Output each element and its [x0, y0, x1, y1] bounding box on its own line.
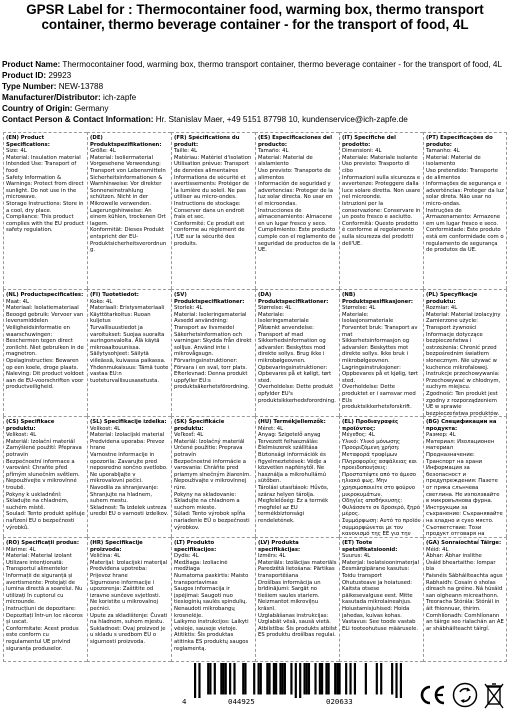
spec-cell	[339, 132, 423, 289]
spec-cell-line: Saugos informacija ir įspėjimai: Saugoti nuo tiesioginių saulės spindulių. Nenaudoti mikrobangų krosnelėje.	[174, 586, 249, 619]
spec-cell-heading: (ET) Toote spetsifikatsioonid:	[342, 540, 398, 553]
barcode-bar	[273, 663, 275, 695]
spec-cell-line: Materiał: Materiał izolacyjny	[426, 311, 501, 318]
barcode-bar	[284, 663, 286, 695]
spec-cell-line: Drošības informācija un brīdinājumi: Sargāt no tiešiem saules stariem. Neizmantot mikroviļņu krāsnī.	[258, 579, 323, 612]
spec-cell-heading: (DE) Produktspezifikationen:	[90, 135, 162, 148]
spec-cell-line: Lagringsinstruksjoner: Oppbevares på et kjølig, tørt sted.	[342, 364, 420, 384]
spec-cell-line: Información de seguridad y advertencias: Proteger de la luz solar directa. No usar en el microondas.	[258, 181, 335, 207]
spec-cell-line: Yhdenmukaisuus: Tämä tuote vastaa EU:n tuoteturvallisuusasetusta.	[90, 364, 171, 384]
spec-cell-heading: (PT) Especificações do produto:	[426, 135, 493, 148]
spec-cell-line: Pokyny k uskladnění: Skladujte na chladném, suchém místě.	[6, 491, 71, 511]
spec-cell-line: Opbevaringsinstruktioner: Opbevares på et køligt, tørt sted.	[258, 364, 333, 384]
spec-cell	[255, 537, 339, 662]
spec-cell-heading: (LT) Produkto specifikacijos:	[174, 540, 217, 553]
spec-cell-line: Úsáid bheartaithe: Iompar bia	[426, 559, 498, 573]
barcode-bar	[365, 663, 367, 695]
info-contact	[2, 114, 510, 125]
barcode-bar	[257, 663, 259, 695]
spec-cell-line: Tamanho: 4L	[426, 148, 460, 155]
barcode-bars	[194, 663, 402, 698]
spec-cell-line: Tervezett felhasználás: Élelmiszerek szállítása	[258, 438, 321, 452]
spec-cell-line: Uso pretendido: Transporte de alimentos	[426, 167, 500, 181]
spec-cell	[423, 537, 507, 662]
spec-cell-line: Инструкции за съхранение: Съхранявайте на хладно и сухо място.	[426, 504, 505, 524]
barcode-bar	[334, 663, 336, 695]
barcode-bar	[279, 663, 281, 695]
info-label: Manufacturer/Distributor:	[2, 93, 101, 103]
barcode-bar	[194, 663, 196, 698]
spec-cell-line: Utilizare intenționată: Transportul alimentelor	[6, 559, 68, 573]
spec-cell-line: Προοριζόμενη χρήση: Μεταφορά τροφίμων	[342, 445, 402, 458]
barcode	[180, 663, 416, 707]
barcode-bar	[275, 663, 277, 695]
spec-cell-line: Comhlíonadh: Comhlíonann an táirge seo rialachán an AE ar shábháilteacht táirgí.	[426, 612, 506, 632]
info-label: Product Name:	[2, 60, 61, 69]
spec-cell-line: Size: 4L	[6, 148, 27, 155]
spec-cell	[87, 289, 171, 416]
info-manufacturer	[2, 92, 510, 103]
spec-cell-line: Biztonsági információk és figyelmeztetések: Védje a közvetlen napfénytől. Ne használja a mikrohullámú sütőben.	[258, 451, 329, 485]
spec-cell-heading: (SV) Produktspecifikationer:	[174, 292, 245, 305]
spec-cell-line: Laikymo instrukcijos: Laikyti vėsioje, sausoje vietoje.	[174, 619, 251, 632]
spec-cell-line: Velikost: 4L	[6, 432, 37, 439]
barcode-bar	[380, 663, 382, 695]
spec-cell-heading: (HU) Termékjellemzők:	[258, 419, 326, 425]
barcode-bar	[321, 663, 323, 695]
spec-cell-line: Vorgesehene Verwendung: Transport von Lebensmitteln	[90, 161, 166, 174]
barcode-bar	[328, 663, 330, 695]
spec-cell-heading: (HR) Specifikacije proizvoda:	[90, 540, 143, 553]
spec-cell-line: Informații de siguranță și avertismente: Protejați de lumina directă a soarelui. Nu utilizați în cuptorul cu microunde.	[6, 572, 84, 606]
spec-cell-line: Materiale: Materiale isolante	[342, 154, 418, 161]
info-label: Country of Origin:	[2, 104, 73, 114]
spec-cell-line: Predviđena upotreba: Prijevoz hrane	[90, 566, 149, 579]
spec-cell-line: Ábhar: Ábhar inslithe	[426, 553, 482, 560]
barcode-bar	[282, 663, 284, 695]
spec-cell-line: Velikost: 4L	[90, 425, 121, 432]
spec-cell-line: Bezpečnostní informace a varování: Chraňte před přímým slunečním světlem. Nepoužívejte v mikrovlnné troubě.	[6, 458, 82, 491]
spec-cell-line: Μέγεθος: 4L	[342, 432, 375, 439]
spec-cell-line: Veľkosť: 4L	[174, 432, 204, 439]
spec-cell-line: Intended Use: Transport of food	[6, 161, 78, 174]
spec-cell-line: Utilisation prévue: Transport de denrées alimentaires	[174, 161, 251, 174]
spec-cell-line: Zgodność: Ten produkt jest zgodny z rozporządzeniem UE w sprawie bezpieczeństwa produktów.	[426, 390, 500, 416]
spec-cell-heading: (FR) Spécifications du produit:	[174, 135, 240, 148]
spec-cell	[171, 132, 255, 289]
info-label: Product ID:	[2, 71, 47, 81]
spec-cell-line: Veličina: 4L	[90, 553, 121, 560]
barcode-bar	[319, 663, 321, 695]
spec-cell-line: Materiāls: Izolācijas materiāls	[258, 559, 337, 566]
spec-cell-heading: (NB) Produktspesifikasjoner:	[342, 292, 413, 305]
spec-cell-line: Safety Information & Warnings: Protect from direct sunlight. Do not use in the microwave.	[6, 174, 86, 201]
spec-cell	[171, 537, 255, 662]
barcode-bar	[295, 663, 297, 698]
spec-cell-line: Størrelse: 4L	[258, 305, 292, 312]
barcode-bar	[345, 663, 347, 695]
barcode-bar	[306, 663, 308, 695]
barcode-bar	[395, 663, 397, 698]
barcode-bar	[209, 663, 211, 695]
barcode-bar	[290, 663, 292, 695]
spec-cell-heading: (DA) Produktspecifikationer:	[258, 292, 329, 305]
spec-cell-line: Naleving: Dit product voldoet aan de EU-voorschriften voor productveiligheid.	[6, 371, 86, 391]
page-title: GPSR Label for : Thermocontainer food, warming box, thermo transport container, thermo beverage container - for the transport of food, 4L	[26, 2, 484, 32]
spec-cell-line: Upute za skladištenje: Čuvati na hladnom, suhom mjestu.	[90, 612, 170, 626]
spec-cell-heading: (LV) Produkta specifikācijas:	[258, 540, 301, 553]
spec-cell-line: Uso previsto: Trasporto di cibo	[342, 161, 412, 174]
spec-cell	[255, 289, 339, 416]
spec-cell-line: Materiál: Izolační materiál	[6, 438, 75, 445]
spec-cell-line: Οδηγίες αποθήκευσης: Φυλάσσετε σε δροσερό, ξηρό μέρος.	[342, 498, 422, 518]
spec-cell-line: Ohutusteave ja hoiatused: Kaitsta otsese päikesevalguse eest. Mitte kasutada mikrolaineahjus.	[342, 579, 415, 606]
spec-cell-line: Numatoma paskirtis: Maisto transportavimas	[174, 572, 251, 586]
barcode-bar	[233, 663, 235, 695]
spec-cell-line: Veiligheidsinformatie en waarschuwingen: Beschermen tegen direct zonlicht. Niet gebruiken in de magnetron.	[6, 324, 86, 358]
spec-cell-line: Uso previsto: Transporte de alimentos	[258, 167, 333, 181]
spec-cell-line: Συμμόρφωση: Αυτό το προϊόν συμμορφώνεται με τον κανονισμό της ΕΕ για την	[342, 517, 421, 537]
spec-cell-heading: (PL) Specyfikacje produktu:	[426, 292, 478, 305]
barcode-bar	[400, 663, 402, 698]
spec-cell	[171, 416, 255, 537]
spec-cell-heading: (ES) Especificaciones del producto:	[258, 135, 333, 148]
spec-cell-heading: (NL) Productspecificaties:	[6, 292, 84, 298]
spec-cell-heading: (GA) Sonraíochtaí Táirge:	[426, 540, 502, 546]
spec-cell	[339, 416, 423, 537]
spec-cell-line: Materiál: Izolačný materiál	[174, 438, 245, 445]
spec-cell-line: Forventet bruk: Transport av mat	[342, 324, 420, 338]
spec-cell-line: Skladnost: Ta izdelek ustreza uredbi EU o varnosti izdelkov.	[90, 504, 169, 518]
spec-cell-line: Förvaringsinstruktioner: Förvara i en sval, torr plats.	[174, 357, 248, 371]
spec-cell-line: Rozmiar: 4L	[426, 305, 458, 312]
spec-cell-line: Beoogd gebruik: Vervoer van levensmiddelen	[6, 311, 85, 325]
spec-cell-line: Paredzētā lietošana: Pārtikas transportēšana	[258, 566, 337, 579]
spec-cell-line: Größe: 4L	[90, 148, 116, 155]
spec-cell-line: Materiale: Isolasjonsmateriale	[342, 311, 394, 325]
barcode-right-group: 020633	[326, 697, 353, 706]
spec-cell-line: Overholdelse: Dette produkt opfylder EU's produktsikkerhedsforordning.	[258, 384, 336, 404]
barcode-bar	[242, 663, 244, 695]
spec-cell-line: Sukladnost: Ovaj proizvod je u skladu s uredbom EU o sigurnosti proizvoda.	[90, 625, 168, 645]
spec-cell-line: Megfelelőség: Ez a termék megfelel az EU termékbiztonsági rendeletének.	[258, 498, 330, 524]
spec-cell-line: Sikkerhetsinformasjon og advarsler: Beskyttes mot direkte sollys. Ikke bruk i mikrobølgeovnen.	[342, 338, 411, 364]
spec-cell-line: Conformitate: Acest produs este conform cu regulamentul UE privind siguranța produselor.	[6, 625, 81, 652]
barcode-bar	[308, 663, 310, 695]
barcode-first-digit: 4	[182, 697, 187, 706]
spec-cell-line: Størrelse: 4L	[342, 305, 376, 312]
spec-cell	[339, 289, 423, 416]
barcode-bar	[325, 663, 327, 695]
spec-cell	[87, 132, 171, 289]
spec-cell-line: Cumplimiento: Este producto cumple con el reglamento de seguridad de productos de la UE.	[258, 227, 338, 254]
spec-cell-line: Dydis: 4L	[174, 553, 199, 560]
spec-cell-line: Materiaali: Eristysmateriaali	[90, 305, 165, 312]
barcode-bar	[229, 663, 231, 695]
spec-cell-line: Dimensioni: 4L	[342, 148, 382, 155]
spec-cell-heading: (FI) Tuotetiedot:	[90, 292, 139, 298]
spec-cell-line: Sikkerhedsinformation og advarsler: Beskyttes mod direkte sollys. Brug ikke i mikrobølgeovnen.	[258, 338, 328, 364]
spec-cell-line: Säilytysohjeet: Säilytä viileässä, kuivassa paikassa.	[90, 351, 166, 364]
spec-cell-line: Matériau: Matériel d'isolation	[174, 154, 252, 161]
spec-cell	[87, 416, 171, 537]
spec-cell	[3, 416, 87, 537]
spec-cell-line: Sigurnosne informacije i upozorenja: Zaštitite od izravne sunčeve svjetlosti. Ne koristite u mikrovalnoj pećnici.	[90, 579, 162, 612]
info-value: 29923	[48, 71, 72, 81]
barcode-bar	[253, 663, 255, 695]
spec-cell	[339, 537, 423, 662]
barcode-bar	[244, 663, 246, 695]
spec-cell	[423, 132, 507, 289]
spec-cell-line: Lagerungshinweise: An einem kühlen, trockenen Ort lagern.	[90, 207, 168, 227]
spec-cell	[423, 416, 507, 537]
barcode-bar	[268, 663, 270, 695]
spec-cell	[255, 416, 339, 537]
product-info	[2, 59, 510, 126]
spec-cell-line: Compliance: This product complies with the EU product safety regulation.	[6, 214, 86, 234]
spec-cell-line: Hoiustamisjuhised: Hoida jahedas, kuivas kohas.	[342, 605, 412, 619]
spec-cell-line: Eesmärgipärane kasutus: Toidu transport	[342, 566, 412, 579]
spec-cell-line: Taille: 4L	[174, 148, 198, 155]
spec-cell-line: Informations de sécurité et avertissements: Protéger de la lumière du soleil. Ne pas utiliser au micro-ondes.	[174, 174, 251, 201]
spec-cell-line: Instructions de stockage: Conserver dans un endroit frais et sec.	[174, 200, 247, 221]
barcode-bar	[214, 663, 216, 695]
spec-cell-line: Conformità: Questo prodotto è conforme al regolamento sulla sicurezza dei prodotti dell'UE.	[342, 220, 420, 247]
ce-mark-icon	[418, 684, 446, 706]
spec-cell-line: Conformité: Ce produit est conforme au règlement de l'UE sur la sécurité des produits.	[174, 220, 247, 247]
info-value: Germany	[74, 104, 109, 114]
spec-cell-line: Predvidena uporaba: Prevoz hrane	[90, 438, 167, 452]
info-product-id	[2, 70, 510, 81]
spec-cell-line: Информация за безопасност и предупреждения: Пазете от пряка слънчева светлина. Не използвайте в микровълнова фурна.	[426, 465, 502, 505]
barcode-bar	[225, 663, 227, 695]
spec-cell-line: Súlad: Tento výrobok spĺňa nariadenie EÚ o bezpečnosti výrobkov.	[174, 511, 252, 531]
spec-cell	[255, 132, 339, 289]
spec-cell-line: Instruções de Armazenamento: Armazene em um lugar fresco e seco.	[426, 207, 502, 227]
spec-cell-line: Navodila za shranjevanje: Shranjujte na hladnem, suhem mestu.	[90, 484, 161, 505]
spec-cell-line: Materjal: Isolatsioonimaterjal	[342, 559, 419, 566]
specifications-grid	[3, 132, 507, 662]
spec-cell-line: Koko: 4L	[90, 298, 113, 305]
barcode-bar	[354, 663, 356, 695]
spec-cell-line: Izmērs: 4L	[258, 553, 286, 560]
spec-cell-line: Material: Izolacijski material	[90, 432, 165, 439]
spec-cell-line: Turvallisuustiedot ja varoitukset: Suojaa suoralta auringonvalolta. Älä käytä mikroaaltouunissa.	[90, 324, 167, 351]
info-product-name	[2, 59, 510, 70]
info-value: NEW-13788	[58, 82, 104, 92]
spec-cell-line: Материал: Изолационен материал	[426, 438, 496, 452]
spec-cell-line: Zamýšlené použití: Přeprava potravin	[6, 445, 84, 458]
spec-cell-line: Méret: 4L	[258, 425, 284, 432]
spec-cell-line: Maat: 4L	[6, 298, 29, 305]
spec-cell-line: Istruzioni per la conservazione: Conservare in un posto fresco e asciutto.	[342, 200, 423, 221]
spec-cell-heading: (EL) Προδιαγραφές προϊόντος:	[342, 419, 399, 432]
spec-cell-line: Uzglabāšanas instrukcijas: Uzglabāt vēsā, sausā vietā.	[258, 612, 331, 626]
spec-cell-line: Conformidade: Este produto está em conformidade com o regulamento de segurança de produtos da UE.	[426, 227, 506, 254]
spec-cell	[171, 289, 255, 416]
spec-cell-heading: (EN) Product Specifications:	[6, 135, 50, 148]
spec-cell-line: Material: Material de aislamiento	[258, 154, 315, 168]
spec-cell-line: Informações de segurança e advertências: Proteger da luz solar direta. Não usar no micro-ondas.	[426, 181, 506, 207]
info-value: Hr. Stanislav Maer, +49 5151 87798 10, kundenservice@ich-zapfe.de	[155, 115, 408, 125]
barcode-bar	[349, 663, 351, 695]
spec-cell-line: Avsedd användning: Transport av livsmedel	[174, 318, 234, 331]
spec-cell-line: Zamierzone użycie: Transport żywności	[426, 318, 480, 331]
spec-cell-line: Materijal: Izolacijski materijal	[90, 559, 168, 566]
spec-cell-line: Instrucciones de almacenamiento: Almacene en un lugar fresco y seco.	[258, 207, 334, 227]
barcode-bar	[391, 663, 393, 695]
spec-cell	[3, 289, 87, 416]
spec-cell-line: Efterlevnad: Denna produkt uppfyller EU:s produktsäkerhetsförordning.	[174, 371, 250, 391]
spec-cell-line: Vastavus: See toode vastab ELi tooteohutuse määrusele.	[342, 619, 419, 632]
spec-cell-line: Πληροφορίες ασφάλειας και προειδοποιήσεις: Προστατέψτε από το άμεσο ηλιακό φως. Μην χρησιμοποιείτε στο φούρνο μικροκυμάτων.	[342, 458, 419, 498]
barcode-left-group: 044925	[228, 697, 255, 706]
spec-cell	[3, 537, 87, 662]
spec-cell-line: Storlek: 4L	[174, 305, 203, 312]
spec-cell	[3, 132, 87, 289]
spec-cell-line: Material: Isoliermaterial	[90, 154, 153, 161]
barcode-bar	[376, 663, 378, 695]
info-label: Type Number:	[2, 82, 57, 92]
spec-cell-line: Påtænkt anvendelse: Transport af mad	[258, 324, 316, 338]
barcode-bar	[198, 663, 200, 698]
spec-cell-heading: (IT) Specifiche del prodotto:	[342, 135, 396, 148]
spec-cell	[423, 289, 507, 416]
spec-cell-line: Material: Isoleringsmaterial	[174, 311, 247, 318]
spec-cell-heading: (RO) Specificații produs:	[6, 540, 79, 546]
barcode-bar	[299, 663, 301, 698]
spec-cell-line: Käyttötarkoitus: Ruoan kuljetus	[90, 311, 153, 325]
spec-cell-line: Material: Insulation material	[6, 154, 81, 161]
spec-cell-line: Méid: 4L	[426, 546, 449, 553]
spec-cell-line: Предназначение: Транспорт на храни	[426, 451, 483, 465]
spec-cell-line: Informacje dotyczące bezpieczeństwa i ostrzeżenia: Chronić przed bezpośrednim światłem słonecznym. Nie używać w kuchence mikrofalowej.	[426, 331, 499, 371]
spec-cell-line: Faisnéis Sábháilteachta agus Rabhaidh: Cosain ó sholas díreach na gréine. Ná húsáid san oigheann micreathonn.	[426, 572, 505, 599]
spec-cell-line: Sicherheitsinformationen & Warnhinweise: Vor direkter Sonneneinstrahlung schützen. Nicht in der Mikrowelle verwenden.	[90, 174, 165, 207]
spec-cell-line: Treoracha Stórála: Stóráil in áit fhionnuar, thirim.	[426, 599, 502, 612]
spec-cell-heading: (CS) Specifikace produktu:	[6, 419, 55, 432]
info-type-number	[2, 81, 510, 92]
waste-bin-icon	[482, 681, 506, 711]
spec-cell-line: Съответствие: Този продукт отговаря на	[426, 524, 485, 537]
spec-cell-line: Varnostne informacije in opozorila: Zavarujte pred neposredno sončno svetlobo. Ne uporabljajte v mikrovalovni pečici.	[90, 451, 170, 485]
spec-cell-line: Размер: 4L	[426, 432, 456, 439]
spec-cell-line: Atitiktis: Šis produktas atitinka ES produktų saugos reglamentą.	[174, 632, 250, 652]
barcode-bar	[314, 663, 316, 695]
spec-cell-line: Storage Instructions: Store in a cool, dry place.	[6, 200, 86, 214]
spec-cell-line: Tamaño: 4L	[258, 148, 289, 155]
spec-cell-line: Materiaal: Isolatiemateriaal	[6, 305, 79, 312]
spec-cell-heading: (BG) Спецификации на продукта:	[426, 419, 497, 432]
barcode-bar	[207, 663, 209, 695]
spec-cell-line: Určené použitie: Preprava potravín	[174, 445, 245, 458]
spec-cell-line: Material: Material de isolamento	[426, 154, 483, 168]
spec-cell-line: Overholdelse: Dette produktet er i samsvar med EUs produktsikkerhetsforskrift.	[342, 384, 418, 411]
barcode-bar	[222, 663, 224, 695]
barcode-bar	[266, 663, 268, 695]
spec-cell-line: Materiale: Isoleringsmateriale	[258, 311, 309, 325]
barcode-bar	[339, 663, 341, 695]
spec-cell-line: Atbilstība: Šis produkts atbilst ES produktu drošības regulai.	[258, 625, 339, 639]
spec-cell-line: Material: Material izolant	[6, 553, 72, 560]
spec-cell	[87, 537, 171, 662]
barcode-bar	[336, 663, 338, 695]
spec-cell-line: Opslaginstructies: Bewaren op een koele, droge plaats.	[6, 357, 81, 371]
spec-cell-line: Soulad: Tento produkt splňuje nařízení EU o bezpečnosti výrobků.	[6, 511, 87, 531]
info-value: Thermocontainer food, warming box, thermo transport container, thermo beverage container - for the transport of food, 4L	[62, 60, 503, 69]
spec-cell-line: Instrukcje przechowywania: Przechowywać w chłodnym, suchym miejscu.	[426, 371, 502, 391]
info-label: Contact Person & Contact Information:	[2, 115, 154, 125]
barcode-bar	[260, 663, 262, 695]
spec-cell-line: Tárolási utasítások: Hűvös, száraz helyen tárolja.	[258, 484, 331, 498]
spec-cell-line: Medžiaga: Izoliacinė medžiaga	[174, 559, 230, 573]
recycling-icon	[452, 682, 478, 708]
spec-cell-line: Bezpečnostné informácie a varovania: Chráňte pred priamym slnečným žiarením. Nepoužívajte v mikrovlnnej rúre.	[174, 458, 253, 491]
barcode-bar	[220, 663, 222, 695]
spec-cell-line: Anyag: Szigetelő anyag	[258, 432, 321, 439]
info-value: ich-zapfe	[103, 93, 137, 103]
info-country-of-origin	[2, 103, 510, 114]
spec-cell-line: Pokyny na skladovanie: Skladujte na chladnom a suchom mieste.	[174, 491, 242, 511]
spec-cell-line: Informazioni sulla sicurezza e avvertenze: Proteggere dalla luce solare diretta. Non usare nel microonde.	[342, 174, 422, 201]
spec-cell-line: Konformität: Dieses Produkt entspricht der EU-Produktsicherheitsverordnung.	[90, 227, 167, 254]
spec-cell-heading: (SK) Špecifikácie produktu:	[174, 419, 225, 432]
spec-cell-line: Säkerhetsinformation och varningar: Skydda från direkt solljus. Använd inte i mikrovågsugn.	[174, 331, 254, 358]
spec-cell-line: Instrucțiuni de depozitare: Depozitați într-un loc răcoros și uscat.	[6, 605, 85, 626]
spec-cell-heading: (SL) Specifikacije izdelka:	[90, 419, 167, 425]
spec-cell-line: Υλικό: Υλικό μόνωσης	[342, 438, 401, 445]
spec-cell-line: Suurus: 4L	[342, 553, 371, 560]
barcode-bar	[303, 663, 305, 695]
spec-cell-line: Mărime: 4L	[6, 546, 36, 553]
